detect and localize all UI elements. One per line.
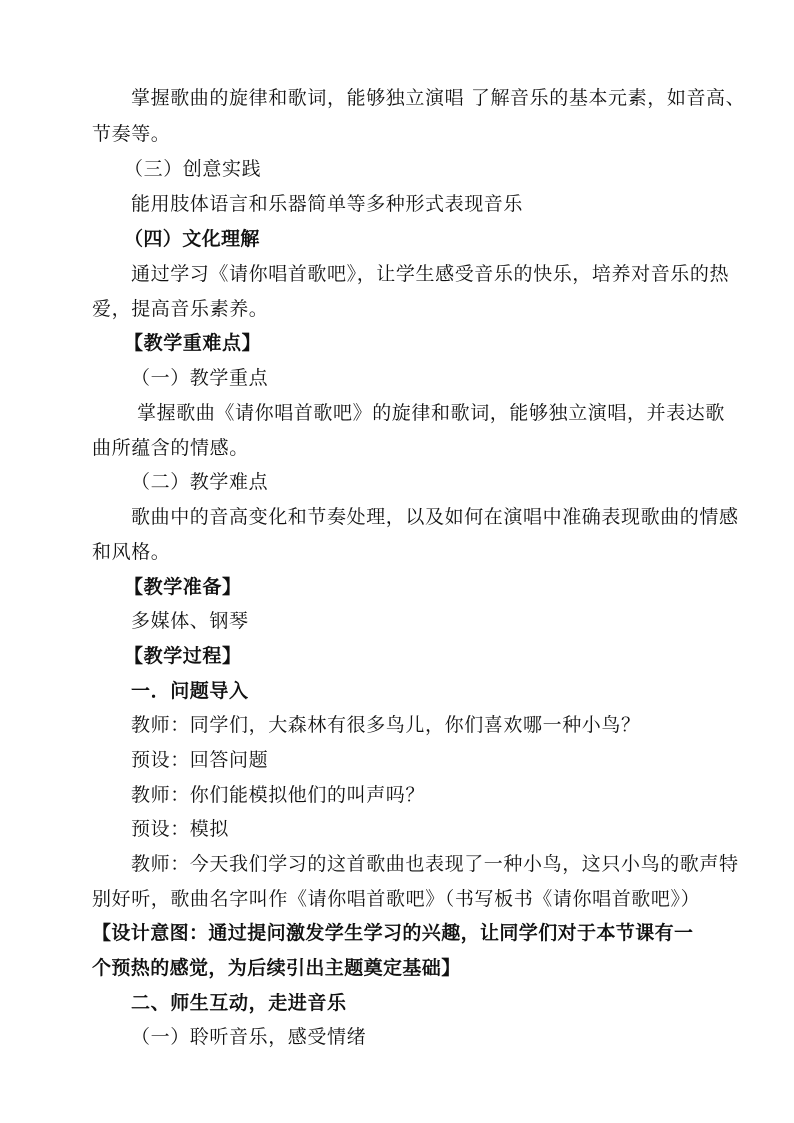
paragraph-line: 和风格。	[92, 541, 171, 563]
section-heading: 二、师生互动，走进音乐	[131, 992, 347, 1014]
design-intent-line: 个预热的感觉，为后续引出主题奠定基础】	[92, 957, 461, 979]
paragraph-line: 多媒体、钢琴	[131, 610, 249, 632]
dialogue-line: 别好听，歌曲名字叫作《请你唱首歌吧》（书写板书《请你唱首歌吧》）	[92, 888, 701, 910]
section-heading: （三）创意实践	[124, 158, 262, 180]
section-title: 【教学过程】	[124, 645, 242, 667]
dialogue-line: 预设：回答问题	[131, 749, 269, 771]
section-heading: 一．问题导入	[131, 680, 249, 702]
section-heading: （二）教学难点	[131, 471, 269, 493]
paragraph-line: 能用肢体语言和乐器简单等多种形式表现音乐	[131, 193, 524, 215]
dialogue-line: 教师：同学们，大森林有很多鸟儿，你们喜欢哪一种小鸟？	[131, 714, 641, 736]
dialogue-line: 教师：你们能模拟他们的叫声吗？	[131, 784, 426, 806]
paragraph-line: 爱，提高音乐素养。	[92, 298, 269, 320]
paragraph-line: 歌曲中的音高变化和节奏处理，以及如何在演唱中准确表现歌曲的情感	[131, 506, 739, 528]
section-heading: （四）文化理解	[124, 228, 260, 250]
section-heading: （一）聆听音乐，感受情绪	[131, 1026, 367, 1048]
dialogue-line: 教师：今天我们学习的这首歌曲也表现了一种小鸟，这只小鸟的歌声特	[131, 853, 739, 875]
design-intent-line: 【设计意图：通过提问激发学生学习的兴趣，让同学们对于本节课有一	[92, 922, 694, 944]
section-heading: （一）教学重点	[131, 367, 269, 389]
paragraph-line: 通过学习《请你唱首歌吧》，让学生感受音乐的快乐，培养对音乐的热	[131, 263, 730, 285]
paragraph-line: 节奏等。	[92, 123, 171, 145]
section-title: 【教学重难点】	[124, 332, 262, 354]
paragraph-line: 掌握歌曲《请你唱首歌吧》的旋律和歌词，能够独立演唱，并表达歌	[137, 402, 726, 424]
section-title: 【教学准备】	[124, 576, 242, 598]
dialogue-line: 预设：模拟	[131, 818, 230, 840]
paragraph-line: 曲所蕴含的情感。	[92, 437, 249, 459]
paragraph-line: 掌握歌曲的旋律和歌词，能够独立演唱 了解音乐的基本元素，如音高、	[131, 87, 746, 109]
